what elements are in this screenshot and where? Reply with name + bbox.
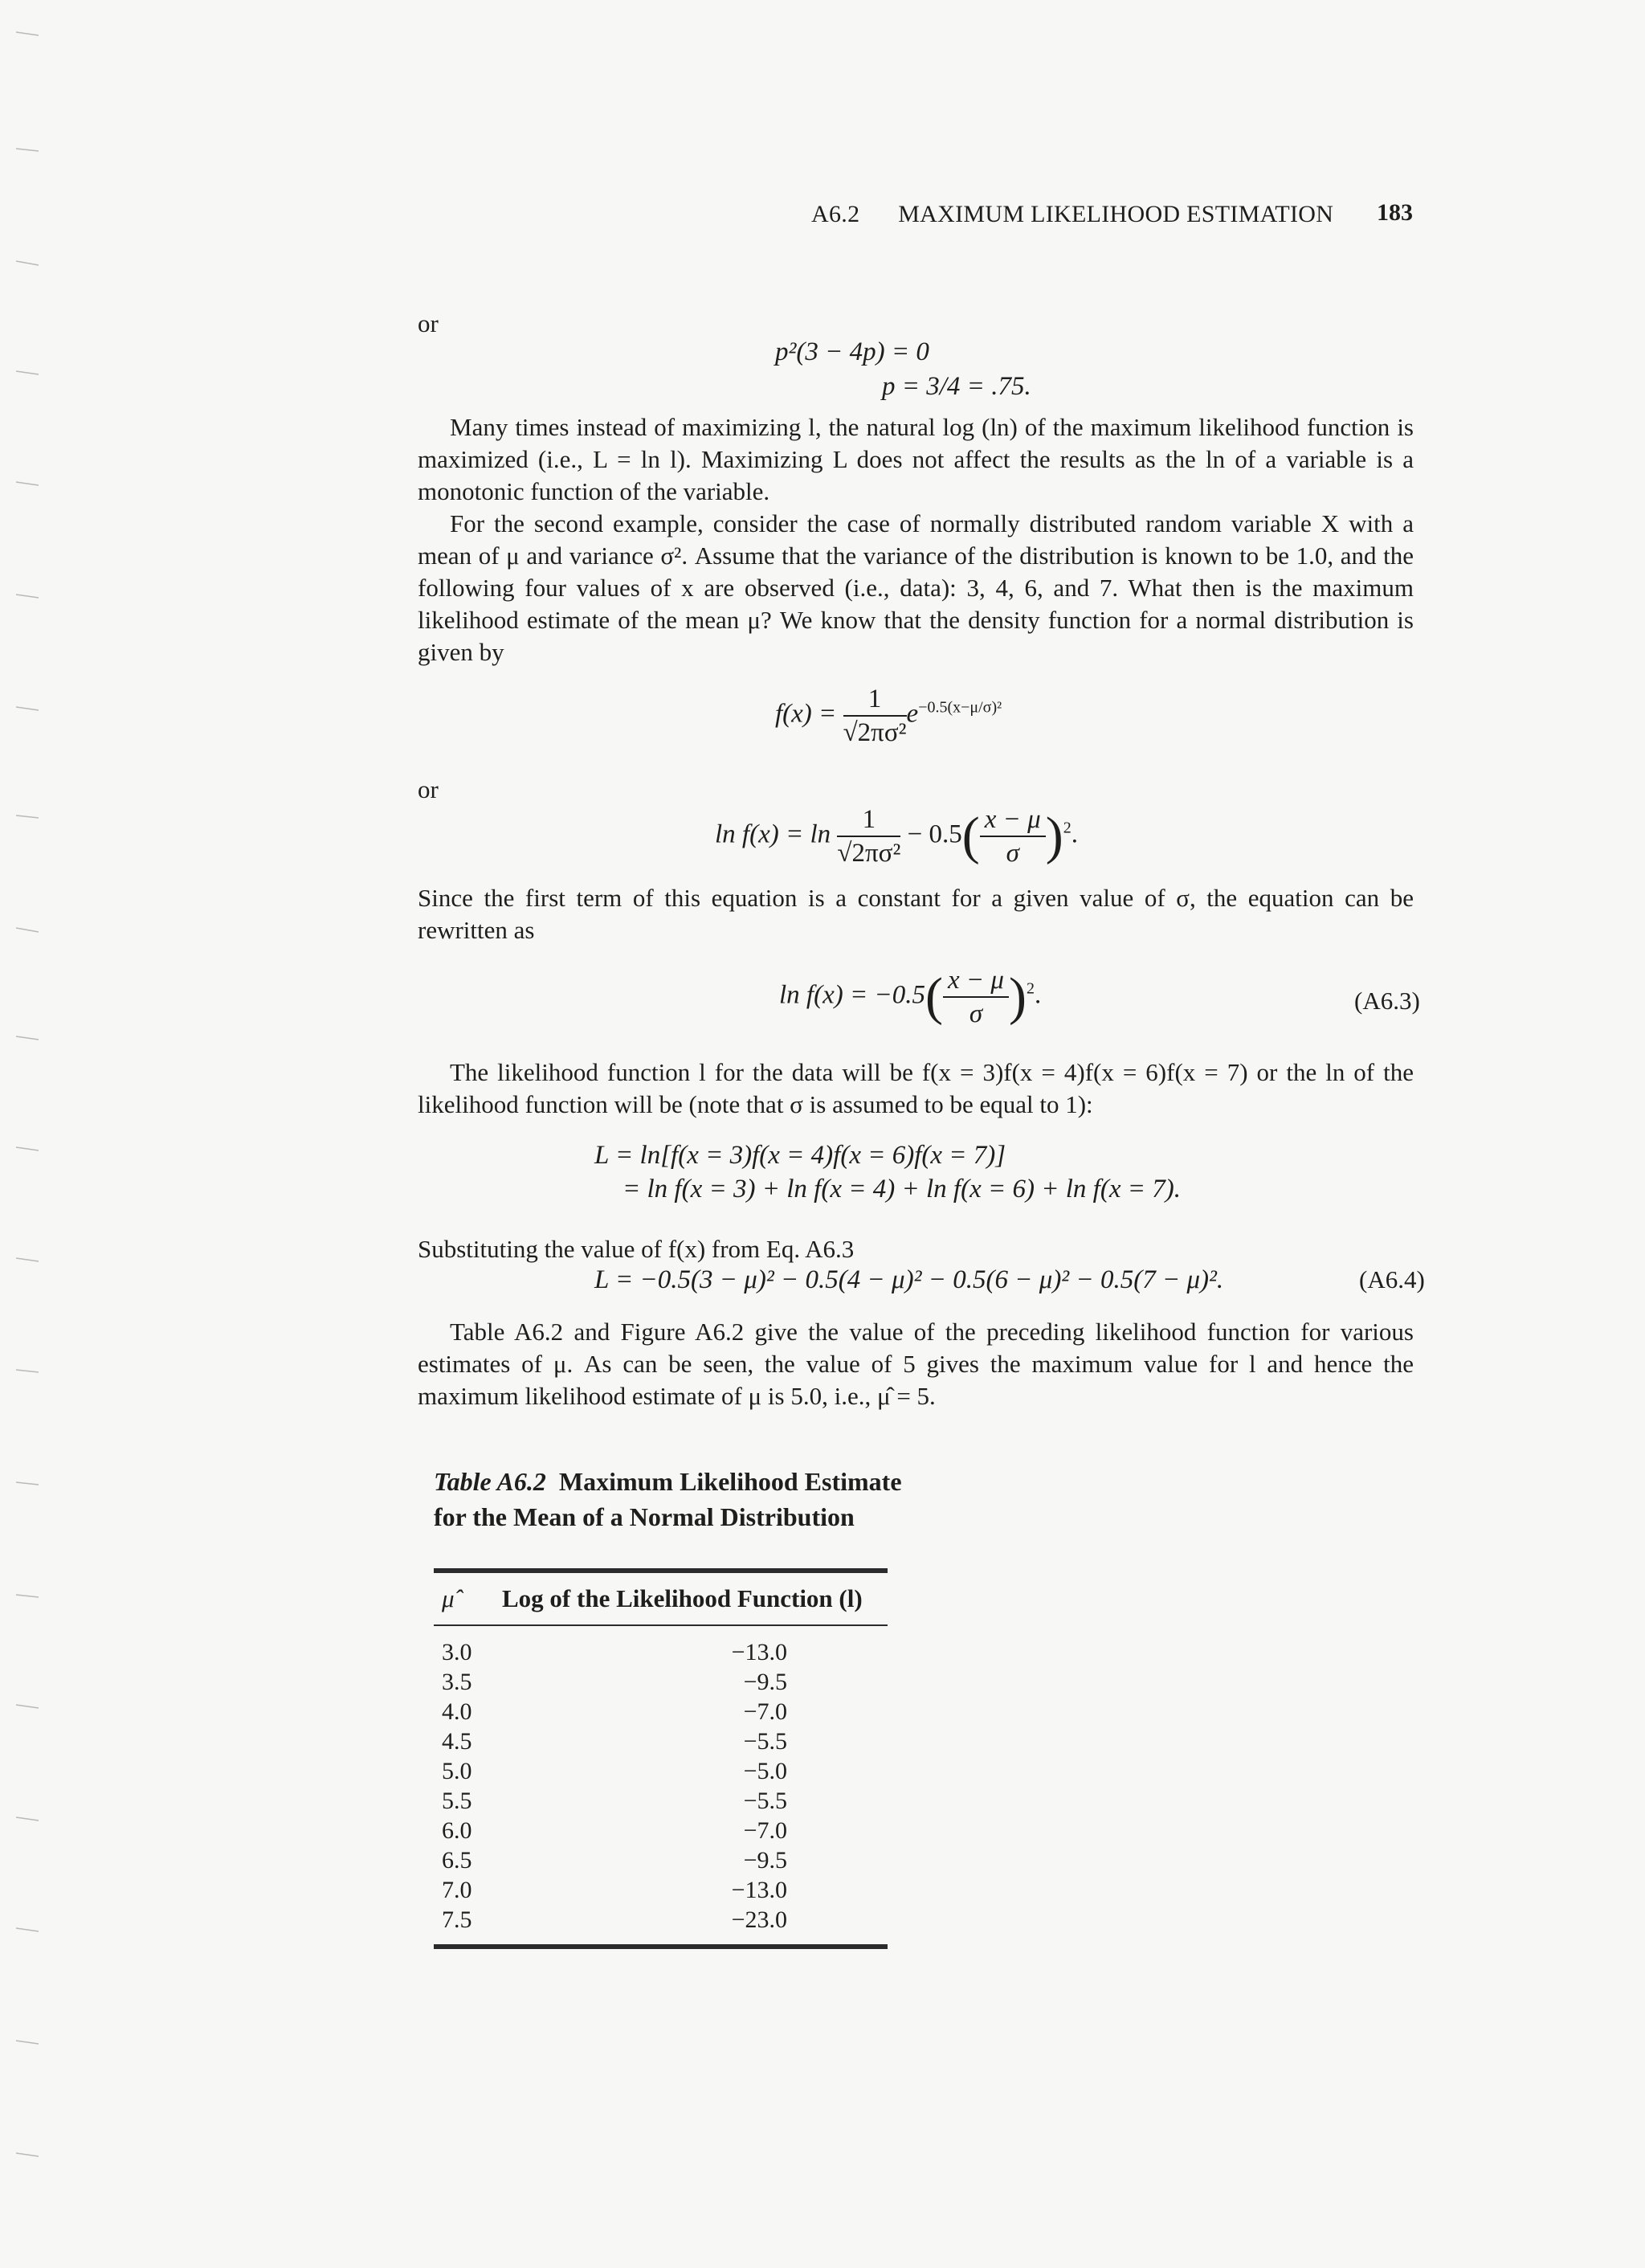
cell-log-likelihood: −9.5	[743, 1669, 787, 1695]
cell-log-likelihood: −7.0	[743, 1698, 787, 1725]
likelihood-table-body	[434, 1639, 888, 1936]
table-caption	[434, 1464, 916, 1534]
cell-log-likelihood: −9.5	[743, 1847, 787, 1874]
table-bottom-rule	[434, 1944, 888, 1949]
log-density-numerator: 1	[837, 803, 900, 837]
equation-p-2: p = 3/4 = .75.	[882, 372, 1031, 401]
log-density-lhs: ln f(x) = ln	[715, 819, 831, 849]
table-title: Maximum Likelihood Estimate for the Mean of a Normal Distribution	[434, 1467, 902, 1531]
paragraph-2: For the second example, consider the case of normally distributed random variable X with a mean of μ and variance σ². Assume that the variance of the distribution is known to be 1.0, and the following four values of x are observed (i.e., data): 3, 4, 6, and 7. What then is the maximum likelihood estimate of the mean μ? We know that the density function for a normal distribution is given by	[418, 509, 1414, 666]
cell-log-likelihood: −5.5	[743, 1728, 787, 1755]
equation-density	[775, 683, 1002, 749]
a63-lhs: ln f(x) = −0.5	[779, 980, 925, 1010]
cell-log-likelihood: −23.0	[731, 1906, 787, 1933]
paragraph-1: Many times instead of maximizing l, the natural log (ln) of the maximum likelihood function is maximized (i.e., L = ln l). Maximizing L does not affect the results as the ln of a variable is a monotonic function of the variable.	[418, 413, 1414, 505]
table-row	[434, 1728, 888, 1758]
density-fraction	[843, 683, 907, 749]
a63-denominator: σ	[969, 999, 983, 1028]
zscore-numerator: x − μ	[980, 803, 1046, 837]
table-row	[434, 1698, 888, 1728]
table-row	[434, 1758, 888, 1788]
cell-mu-hat: 6.0	[442, 1817, 472, 1844]
paragraph-5: Substituting the value of f(x) from Eq. A6.3	[418, 1235, 855, 1263]
equation-number-a64: (A6.4)	[1359, 1265, 1425, 1293]
header-mu-hat: μ̂	[442, 1584, 455, 1612]
density-exp-base: e	[906, 699, 919, 729]
zscore-denominator: σ	[1006, 839, 1019, 868]
or-text-2: or	[418, 775, 439, 803]
cell-mu-hat: 6.5	[442, 1847, 472, 1874]
cell-log-likelihood: −13.0	[731, 1639, 787, 1665]
equation-number-a63: (A6.3)	[1354, 987, 1420, 1015]
table-row	[434, 1669, 888, 1698]
cell-log-likelihood: −5.5	[743, 1788, 787, 1814]
log-density-denominator: √2πσ²	[837, 839, 901, 868]
cell-log-likelihood: −5.0	[743, 1758, 787, 1784]
table-row	[434, 1877, 888, 1906]
cell-log-likelihood: −7.0	[743, 1817, 787, 1844]
cell-log-likelihood: −13.0	[731, 1877, 787, 1903]
a63-square: 2	[1026, 979, 1035, 998]
a63-zscore	[943, 964, 1009, 1030]
table-row	[434, 1788, 888, 1817]
cell-mu-hat: 5.5	[442, 1788, 472, 1814]
cell-mu-hat: 7.0	[442, 1877, 472, 1903]
table-row	[434, 1639, 888, 1669]
table-header-rule	[434, 1624, 888, 1626]
density-denominator: √2πσ²	[843, 718, 907, 747]
cell-mu-hat: 4.5	[442, 1728, 472, 1755]
equation-L-1: L = ln[f(x = 3)f(x = 4)f(x = 6)f(x = 7)]	[594, 1141, 1006, 1170]
or-text-1: or	[418, 309, 439, 337]
equation-L-2: = ln f(x = 3) + ln f(x = 4) + ln f(x = 6) + ln f(x = 7).	[622, 1175, 1181, 1203]
log-density-zscore	[980, 803, 1046, 869]
density-numerator: 1	[843, 683, 907, 717]
section-title: MAXIMUM LIKELIHOOD ESTIMATION	[898, 201, 1334, 227]
log-density-minus: − 0.5	[907, 819, 962, 849]
page-number: 183	[1377, 199, 1413, 226]
running-header	[811, 201, 1333, 228]
density-exponent: −0.5(x−μ/σ)²	[918, 698, 1002, 717]
header-log-likelihood: Log of the Likelihood Function (l)	[502, 1584, 863, 1612]
cell-mu-hat: 3.0	[442, 1639, 472, 1665]
log-density-fraction	[837, 803, 900, 869]
log-density-square: 2	[1063, 819, 1071, 837]
paragraph-6: Table A6.2 and Figure A6.2 give the value of the preceding likelihood function for various estimates of μ. As can be seen, the value of 5 gives the maximum value for l and hence the maximum likelihood estimate of μ is 5.0, i.e., μ̂ = 5.	[418, 1318, 1414, 1410]
paragraph-3: Since the first term of this equation is a constant for a given value of σ, the equation can be rewritten as	[418, 884, 1414, 944]
equation-a64: L = −0.5(3 − μ)² − 0.5(4 − μ)² − 0.5(6 − μ)² − 0.5(7 − μ)².	[594, 1265, 1224, 1294]
table-row	[434, 1906, 888, 1936]
table-row	[434, 1847, 888, 1877]
page-edge-marks	[0, 0, 56, 2268]
cell-mu-hat: 3.5	[442, 1669, 472, 1695]
table-row	[434, 1817, 888, 1847]
section-number: A6.2	[811, 201, 860, 227]
paragraph-4: The likelihood function l for the data will be f(x = 3)f(x = 4)f(x = 6)f(x = 7) or the ln of the likelihood function will be (note that σ is assumed to be equal to 1):	[418, 1058, 1414, 1118]
equation-a63: ln f(x) = −0.5( $\frac{x - \mu}{\sigma}$ )$^2$.	[779, 966, 1042, 1028]
equation-p-1: p²(3 − 4p) = 0	[775, 337, 929, 366]
cell-mu-hat: 4.0	[442, 1698, 472, 1725]
table-top-rule	[434, 1568, 888, 1573]
cell-mu-hat: 7.5	[442, 1906, 472, 1933]
equation-log-density: ln f(x) = ln $\frac{1}{\text{√2πσ²}}$ − 0.5( $\frac{x - \mu}{\sigma}$ )$^2$.	[715, 805, 1078, 868]
a63-numerator: x − μ	[943, 964, 1009, 998]
cell-mu-hat: 5.0	[442, 1758, 472, 1784]
table-label: Table A6.2	[434, 1467, 546, 1496]
density-lhs: f(x) =	[775, 699, 837, 729]
